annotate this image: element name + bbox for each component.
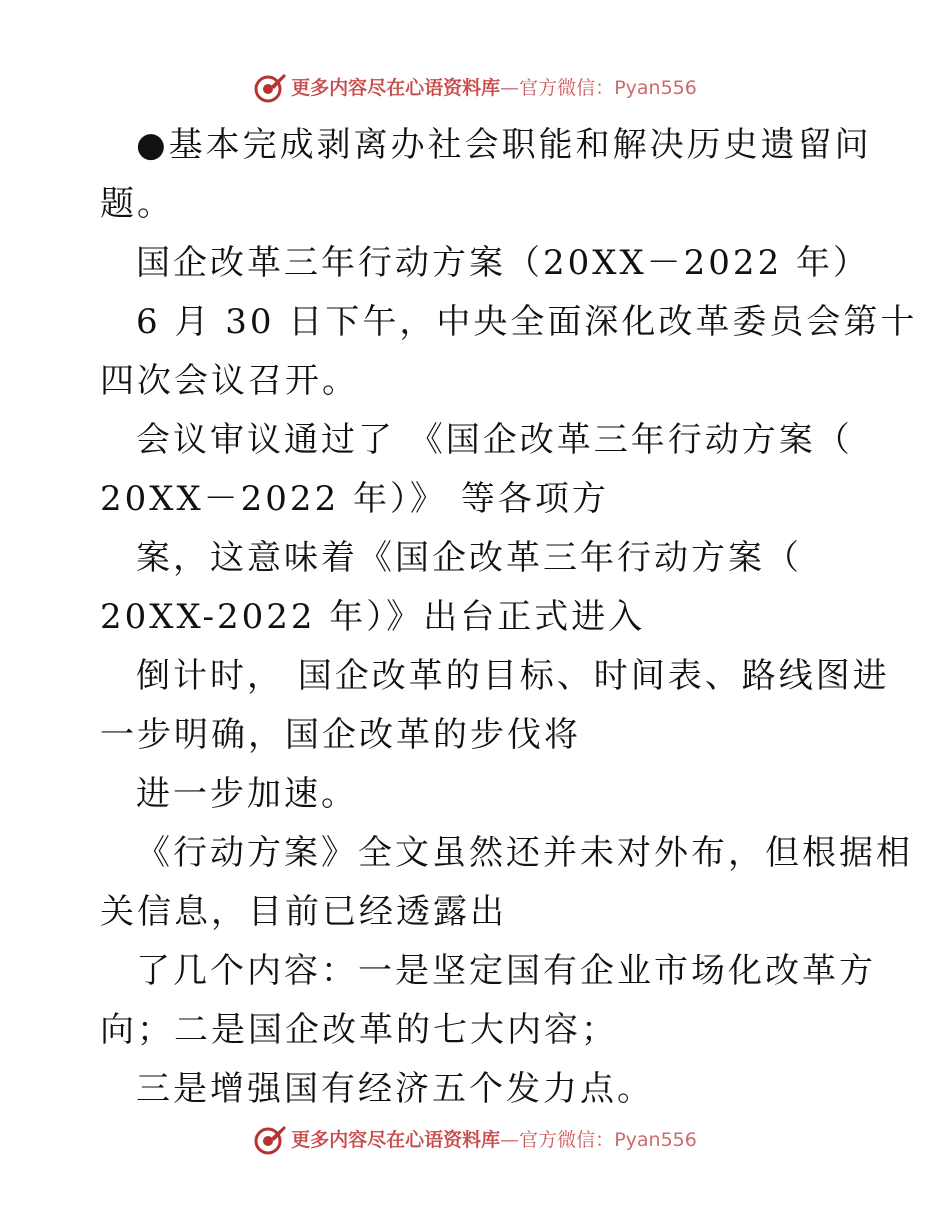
- watermark-text: [291, 76, 697, 99]
- footer-watermark: [0, 1120, 950, 1160]
- body-line: 四次会议召开。: [100, 361, 359, 401]
- watermark-wechat-label: 官方微信：: [519, 76, 615, 99]
- body-line: 20XX－2022 年）》 等各项方: [100, 479, 609, 519]
- header-watermark: [0, 68, 950, 108]
- body-line: 6 月 30 日下午，中央全面深化改革委员会第十: [136, 302, 918, 342]
- body-line: 了几个内容：一是坚定国有企业市场化改革方: [136, 951, 876, 991]
- body-line: 题。: [100, 184, 174, 224]
- body-line: 会议审议通过了 《国企改革三年行动方案（: [136, 420, 853, 460]
- body-line: 案，这意味着《国企改革三年行动方案（: [136, 538, 802, 578]
- body-line: 倒计时， 国企改革的目标、时间表、路线图进: [136, 656, 890, 696]
- watermark-wechat-id: Pyan556: [614, 76, 697, 99]
- body-line: 进一步加速。: [136, 774, 358, 814]
- watermark-text: [291, 1128, 697, 1151]
- body-line: 20XX-2022 年）》出台正式进入: [100, 597, 646, 637]
- body-line: 三是增强国有经济五个发力点。: [136, 1069, 654, 1109]
- watermark-wechat-label: 官方微信：: [519, 1128, 615, 1151]
- brush-logo-icon: [253, 1123, 287, 1157]
- body-line: 关信息，目前已经透露出: [100, 892, 507, 932]
- watermark-separator: —: [500, 1128, 520, 1151]
- watermark-wechat-id: Pyan556: [614, 1128, 697, 1151]
- body-line: 国企改革三年行动方案（20XX－2022 年）: [136, 243, 871, 283]
- watermark-brand: 更多内容尽在心语资料库: [291, 1128, 501, 1151]
- body-line: 向；二是国企改革的七大内容；: [100, 1010, 618, 1050]
- watermark-brand: 更多内容尽在心语资料库: [291, 76, 501, 99]
- body-line: 《行动方案》全文虽然还并未对外布，但根据相: [136, 833, 913, 873]
- watermark-separator: —: [500, 76, 520, 99]
- body-line: ●基本完成剥离办社会职能和解决历史遗留问: [136, 125, 872, 165]
- brush-logo-icon: [253, 71, 287, 105]
- body-line: 一步明确，国企改革的步伐将: [100, 715, 581, 755]
